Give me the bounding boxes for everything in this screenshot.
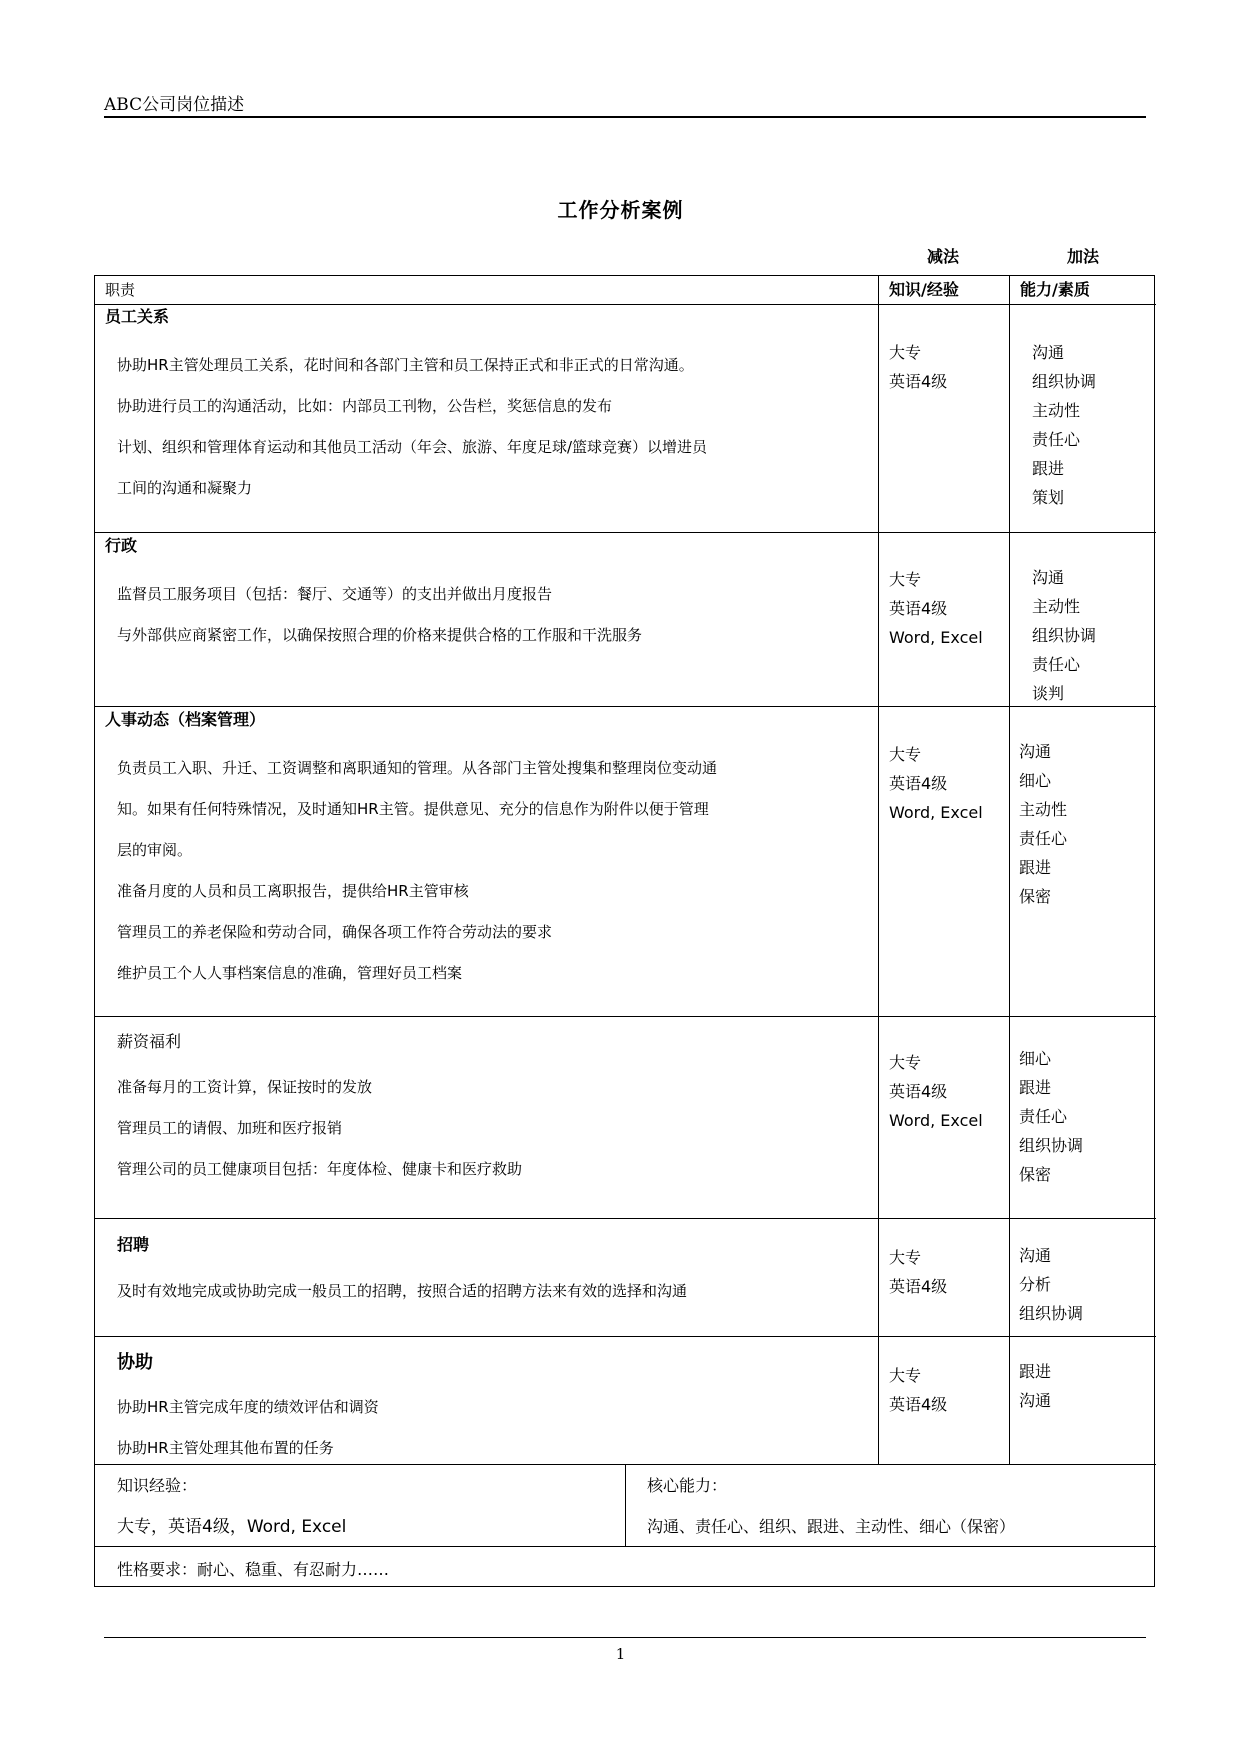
ability-item: 责任心 [1032,655,1081,674]
ability-item: 沟通 [1019,1246,1052,1265]
knowledge-item: 大专 [889,343,922,362]
ability-cell [1032,338,1096,512]
ability-item: 分析 [1019,1275,1052,1294]
duty-line: 管理员工的请假、加班和医疗报销 [117,1119,343,1137]
ability-item: 组织协调 [1032,626,1097,645]
knowledge-item: 英语4级 [889,372,948,391]
ability-item: 谈判 [1032,684,1065,703]
ability-item: 责任心 [1032,430,1081,449]
knowledge-item: 大专 [889,1248,922,1267]
summary-core-value: 沟通、责任心、组织、跟进、主动性、细心（保密） [647,1517,1016,1536]
duty-line: 负责员工入职、升迁、工资调整和离职通知的管理。从各部门主管处搜集和整理岗位变动通 [117,759,718,777]
knowledge-item: Word, Excel [889,1111,983,1130]
ability-item: 组织协调 [1032,372,1097,391]
knowledge-item: 英语4级 [889,599,948,618]
section-title: 协助 [117,1352,153,1373]
ability-item: 组织协调 [1019,1136,1084,1155]
ability-item: 跟进 [1032,459,1065,478]
duty-line: 协助进行员工的沟通活动，比如：内部员工刊物，公告栏，奖惩信息的发布 [117,397,613,415]
ability-item: 跟进 [1019,1362,1052,1381]
ability-item: 主动性 [1032,401,1081,420]
knowledge-cell [889,740,983,827]
knowledge-item: 英语4级 [889,774,948,793]
ability-item: 保密 [1019,887,1052,906]
plus-label: 加法 [1066,247,1099,266]
page-number: 1 [615,1645,626,1663]
job-analysis-table [94,275,1155,1587]
footer-rule [104,1637,1146,1638]
knowledge-item: Word, Excel [889,803,983,822]
knowledge-cell [889,565,983,652]
header-title: ABC公司岗位描述 [104,95,245,115]
ability-item: 细心 [1019,1049,1052,1068]
header-ability: 能力/素质 [1020,280,1090,299]
duty-line: 与外部供应商紧密工作，以确保按照合理的价格来提供合格的工作服和干洗服务 [117,626,643,644]
knowledge-cell [889,338,947,396]
ability-item: 主动性 [1019,800,1068,819]
knowledge-item: 英语4级 [889,1082,948,1101]
duty-line: 及时有效地完成或协助完成一般员工的招聘，按照合适的招聘方法来有效的选择和沟通 [117,1282,688,1300]
header-knowledge: 知识/经验 [889,280,959,299]
ability-item: 保密 [1019,1165,1052,1184]
ability-item: 细心 [1019,771,1052,790]
knowledge-cell [889,1243,947,1301]
ability-cell [1019,1044,1083,1189]
duty-line: 层的审阅。 [117,841,193,859]
knowledge-item: 英语4级 [889,1277,948,1296]
section-title: 行政 [105,536,138,555]
minus-label: 减法 [926,247,959,266]
ability-item: 沟通 [1032,568,1065,587]
ability-item: 沟通 [1019,1391,1052,1410]
duty-line: 协助HR主管完成年度的绩效评估和调资 [117,1398,379,1416]
ability-cell [1019,1357,1051,1415]
knowledge-item: 英语4级 [889,1395,948,1414]
summary-knowledge-value: 大专，英语4级，Word, Excel [117,1517,347,1537]
ability-cell [1019,1241,1083,1328]
duty-line: 维护员工个人人事档案信息的准确，管理好员工档案 [117,964,463,982]
duty-line: 监督员工服务项目（包括：餐厅、交通等）的支出并做出月度报告 [117,585,553,603]
ability-item: 责任心 [1019,1107,1068,1126]
knowledge-cell [889,1361,947,1419]
duty-line: 准备每月的工资计算，保证按时的发放 [117,1078,373,1096]
summary-core-label: 核心能力： [647,1476,728,1495]
header-duties: 职责 [105,281,136,299]
ability-item: 组织协调 [1019,1304,1084,1323]
ability-item: 策划 [1032,488,1065,507]
duty-line: 知。如果有任何特殊情况，及时通知HR主管。提供意见、充分的信息作为附件以便于管理 [117,800,709,818]
knowledge-cell [889,1048,983,1135]
document-title: 工作分析案例 [557,198,684,222]
section-title: 人事动态（档案管理） [105,710,266,729]
section-title: 招聘 [117,1235,150,1254]
duty-line: 工间的沟通和凝聚力 [117,479,253,497]
ability-item: 跟进 [1019,1078,1052,1097]
ability-item: 主动性 [1032,597,1081,616]
knowledge-item: 大专 [889,1366,922,1385]
summary-personality: 性格要求：耐心、稳重、有忍耐力…… [117,1560,390,1579]
knowledge-item: 大专 [889,1053,922,1072]
ability-item: 沟通 [1032,343,1065,362]
ability-cell [1019,737,1067,911]
ability-cell [1032,563,1096,708]
summary-knowledge-label: 知识经验： [117,1476,198,1495]
section-title: 薪资福利 [117,1032,182,1051]
ability-item: 沟通 [1019,742,1052,761]
ability-item: 责任心 [1019,829,1068,848]
page-header [104,88,1146,118]
duty-line: 计划、组织和管理体育运动和其他员工活动（年会、旅游、年度足球/篮球竞赛）以增进员 [117,438,708,456]
duty-line: 协助HR主管处理其他布置的任务 [117,1439,334,1457]
knowledge-item: Word, Excel [889,628,983,647]
duty-line: 协助HR主管处理员工关系，花时间和各部门主管和员工保持正式和非正式的日常沟通。 [117,356,694,374]
knowledge-item: 大专 [889,570,922,589]
section-title: 员工关系 [105,307,170,326]
duty-line: 管理员工的养老保险和劳动合同，确保各项工作符合劳动法的要求 [117,923,553,941]
ability-item: 跟进 [1019,858,1052,877]
duty-line: 准备月度的人员和员工离职报告，提供给HR主管审核 [117,882,469,900]
knowledge-item: 大专 [889,745,922,764]
duty-line: 管理公司的员工健康项目包括：年度体检、健康卡和医疗救助 [117,1160,523,1178]
